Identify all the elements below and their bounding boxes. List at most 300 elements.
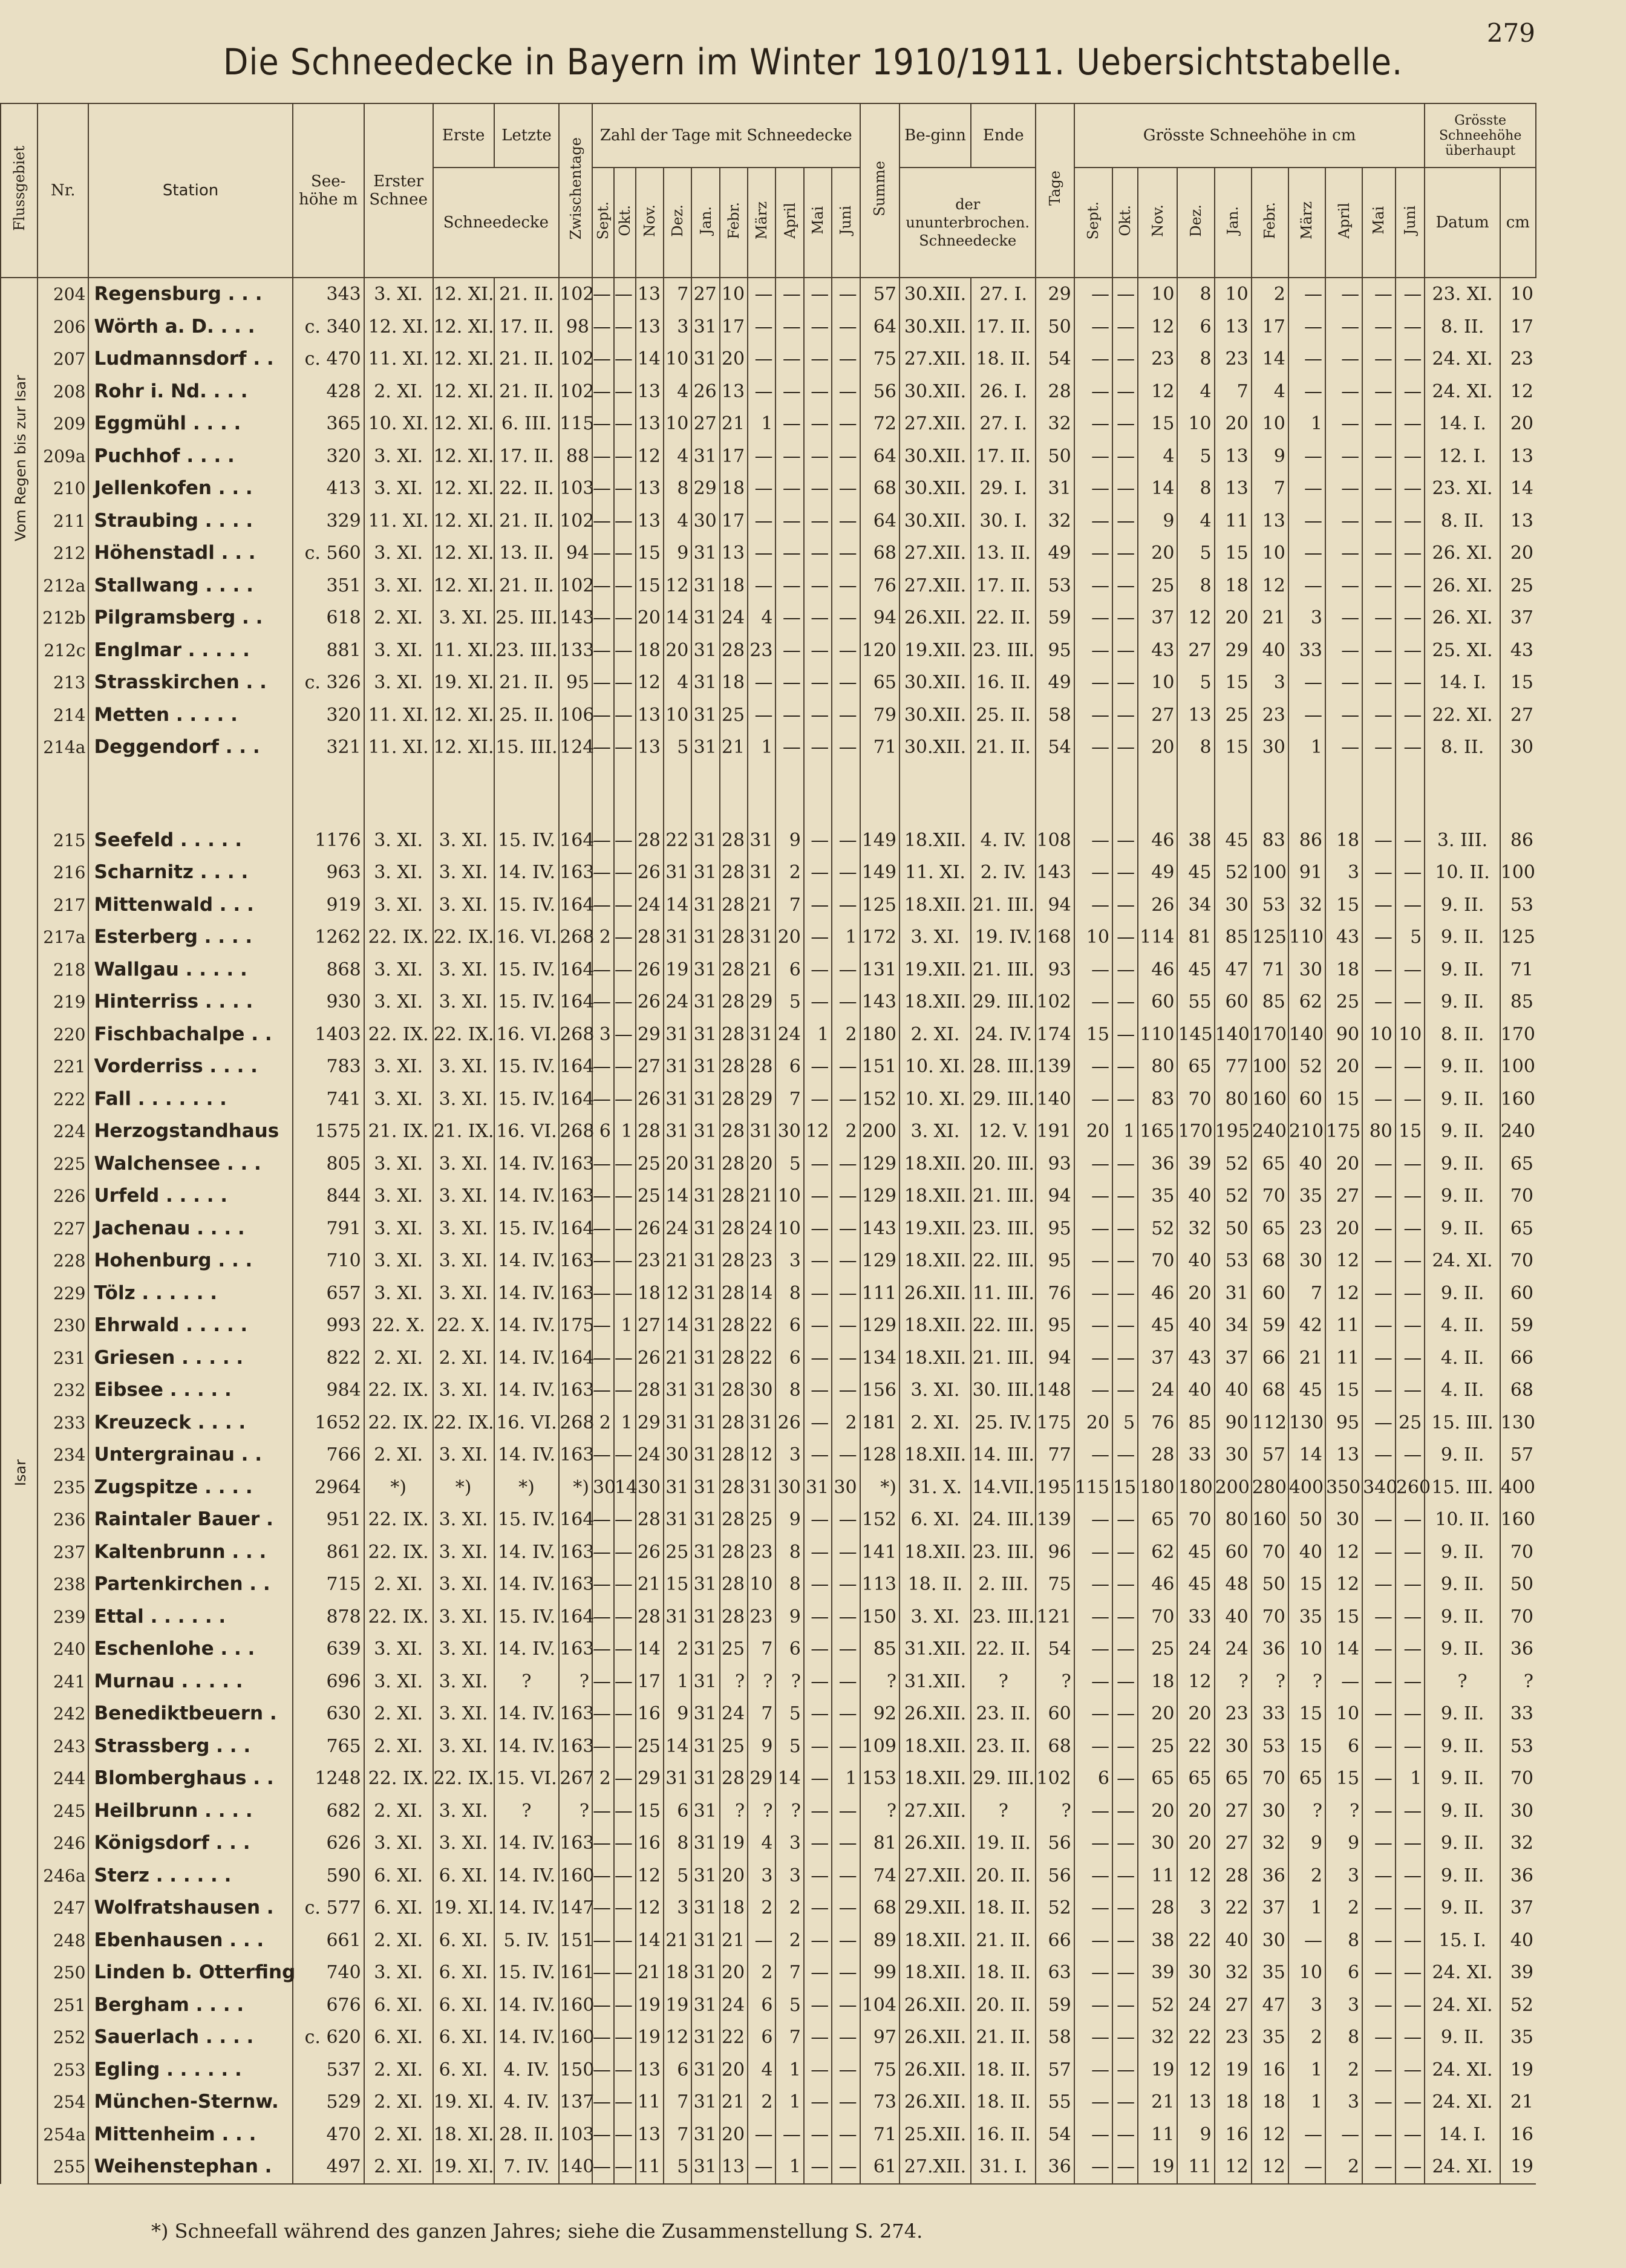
cell-height-mai: — bbox=[1362, 570, 1396, 602]
cell-height-sept: — bbox=[1074, 1892, 1112, 1924]
cell-height-dez: 12 bbox=[1177, 1666, 1214, 1698]
cell-days-maerz: — bbox=[748, 311, 775, 344]
cell-erster-schnee: 11. XI. bbox=[364, 699, 433, 732]
cell-height-jan: 90 bbox=[1215, 1407, 1252, 1439]
cell-height-mai: — bbox=[1362, 1762, 1396, 1795]
cell-days-dez: 7 bbox=[664, 2119, 691, 2151]
cell-days-sept: — bbox=[592, 1601, 614, 1634]
cell-days-jan: 31 bbox=[691, 1213, 719, 1245]
cell-days-okt: — bbox=[614, 634, 636, 667]
cell-height-febr: 30 bbox=[1252, 1924, 1288, 1957]
cell-height-juni: — bbox=[1396, 1633, 1425, 1666]
cell-height-okt: — bbox=[1112, 1568, 1138, 1601]
cell-beginn: 3. XI. bbox=[900, 921, 971, 954]
table-row bbox=[1, 1730, 1536, 1763]
cell-ende: 16. II. bbox=[971, 666, 1036, 699]
cell-beginn: 10. XI. bbox=[900, 1083, 971, 1116]
cell-height-febr: 65 bbox=[1252, 1213, 1288, 1245]
cell-letzte-schneedecke: 14. IV. bbox=[494, 1439, 560, 1471]
cell-max-cm: 59 bbox=[1500, 1309, 1536, 1342]
cell-max-cm: 53 bbox=[1500, 889, 1536, 922]
cell-days-okt: — bbox=[614, 1342, 636, 1375]
cell-letzte-schneedecke: 21. II. bbox=[494, 666, 560, 699]
cell-days-jan: 31 bbox=[691, 1245, 719, 1277]
cell-nr: 241 bbox=[38, 1666, 88, 1698]
cell-nr: 219 bbox=[38, 986, 88, 1018]
cell-days-jan: 31 bbox=[691, 1536, 719, 1569]
cell-nr: 213 bbox=[38, 666, 88, 699]
cell-height-okt: — bbox=[1112, 1245, 1138, 1277]
cell-zwischentage: 98 bbox=[559, 311, 592, 344]
cell-height-sept: — bbox=[1074, 1213, 1112, 1245]
cell-height-juni: — bbox=[1396, 1924, 1425, 1957]
cell-ende: 23. II. bbox=[971, 1698, 1036, 1730]
cell-days-febr: 18 bbox=[720, 570, 748, 602]
cell-seehoehe: 881 bbox=[293, 634, 364, 667]
cell-height-nov: 43 bbox=[1138, 634, 1177, 667]
cell-nr: 225 bbox=[38, 1148, 88, 1181]
cell-height-okt: — bbox=[1112, 1277, 1138, 1310]
cell-seehoehe: 682 bbox=[293, 1795, 364, 1828]
cell-max-cm: 57 bbox=[1500, 1439, 1536, 1471]
cell-days-sept: — bbox=[592, 1213, 614, 1245]
table-row bbox=[1, 1666, 1536, 1698]
cell-height-april: 3 bbox=[1325, 1860, 1362, 1892]
cell-ende: 20. II. bbox=[971, 1989, 1036, 2022]
cell-summe: 150 bbox=[860, 1601, 900, 1634]
cell-ende: ? bbox=[971, 1666, 1036, 1698]
cell-days-mai: — bbox=[804, 921, 832, 954]
cell-max-datum: 12. I. bbox=[1425, 440, 1500, 473]
cell-zwischentage: 150 bbox=[559, 2054, 592, 2087]
cell-erste-schneedecke: 6. XI. bbox=[433, 2054, 494, 2087]
cell-height-okt: — bbox=[1112, 537, 1138, 570]
cell-letzte-schneedecke: 15. IV. bbox=[494, 1601, 560, 1634]
cell-days-mai: — bbox=[804, 1924, 832, 1957]
separator-cell bbox=[1177, 764, 1214, 824]
cell-ende: 21. II. bbox=[971, 1924, 1036, 1957]
cell-seehoehe: 861 bbox=[293, 1536, 364, 1569]
cell-height-juni: — bbox=[1396, 408, 1425, 440]
cell-height-juni: 260 bbox=[1396, 1471, 1425, 1504]
cell-height-juni: — bbox=[1396, 1504, 1425, 1536]
cell-height-juni: — bbox=[1396, 666, 1425, 699]
cell-erste-schneedecke: 19. XI. bbox=[433, 666, 494, 699]
cell-zwischentage: 106 bbox=[559, 699, 592, 732]
cell-erste-schneedecke: 3. XI. bbox=[433, 1213, 494, 1245]
cell-tage: 94 bbox=[1036, 889, 1074, 922]
cell-days-nov: 14 bbox=[636, 1633, 664, 1666]
cell-height-nov: 46 bbox=[1138, 954, 1177, 986]
cell-days-nov: 13 bbox=[636, 2054, 664, 2087]
cell-height-april: 20 bbox=[1325, 1148, 1362, 1181]
cell-days-juni: — bbox=[832, 986, 860, 1018]
cell-beginn: 2. XI. bbox=[900, 1407, 971, 1439]
cell-height-jan: 50 bbox=[1215, 1213, 1252, 1245]
cell-seehoehe: 993 bbox=[293, 1309, 364, 1342]
cell-ende: 23. III. bbox=[971, 1536, 1036, 1569]
cell-seehoehe: 470 bbox=[293, 2119, 364, 2151]
cell-days-nov: 21 bbox=[636, 1568, 664, 1601]
separator-cell bbox=[559, 764, 592, 824]
cell-height-juni: — bbox=[1396, 472, 1425, 505]
cell-height-jan: 22 bbox=[1215, 1892, 1252, 1924]
cell-height-nov: 114 bbox=[1138, 921, 1177, 954]
cell-days-april: — bbox=[775, 376, 803, 408]
cell-nr: 252 bbox=[38, 2021, 88, 2054]
cell-beginn: 26.XII. bbox=[900, 1698, 971, 1730]
cell-days-okt: — bbox=[614, 1827, 636, 1860]
cell-height-dez: 65 bbox=[1177, 1762, 1214, 1795]
cell-days-mai: — bbox=[804, 634, 832, 667]
cell-height-mai: — bbox=[1362, 1277, 1396, 1310]
cell-height-maerz: 140 bbox=[1288, 1018, 1325, 1051]
cell-height-juni: — bbox=[1396, 731, 1425, 764]
cell-seehoehe: 537 bbox=[293, 2054, 364, 2087]
cell-days-sept: — bbox=[592, 954, 614, 986]
cell-height-jan: 15 bbox=[1215, 537, 1252, 570]
cell-seehoehe: 741 bbox=[293, 1083, 364, 1116]
cell-station: Herzogstandhaus bbox=[88, 1115, 292, 1148]
table-row bbox=[1, 1698, 1536, 1730]
cell-zwischentage: 163 bbox=[559, 1536, 592, 1569]
cell-days-nov: 25 bbox=[636, 1730, 664, 1763]
cell-letzte-schneedecke: 16. VI. bbox=[494, 1407, 560, 1439]
cell-days-okt: — bbox=[614, 1989, 636, 2022]
cell-seehoehe: 320 bbox=[293, 440, 364, 473]
cell-height-jan: 12 bbox=[1215, 2151, 1252, 2184]
cell-tage: 94 bbox=[1036, 1342, 1074, 1375]
cell-days-april: 6 bbox=[775, 1309, 803, 1342]
cell-height-nov: 28 bbox=[1138, 1892, 1177, 1924]
cm-header: cm bbox=[1500, 168, 1536, 278]
groesste-schneehoehe-header: Grösste Schneehöhe in cm bbox=[1074, 103, 1425, 168]
cell-days-maerz: 2 bbox=[748, 1892, 775, 1924]
cell-height-maerz: — bbox=[1288, 472, 1325, 505]
cell-height-maerz: 400 bbox=[1288, 1471, 1325, 1504]
cell-erste-schneedecke: 3. XI. bbox=[433, 1083, 494, 1116]
cell-zwischentage: *) bbox=[559, 1471, 592, 1504]
cell-days-maerz: — bbox=[748, 570, 775, 602]
cell-days-jan: 31 bbox=[691, 1924, 719, 1957]
cell-height-maerz: 14 bbox=[1288, 1439, 1325, 1471]
cell-days-sept: — bbox=[592, 311, 614, 344]
cell-height-sept: — bbox=[1074, 1601, 1112, 1634]
cell-beginn: 18.XII. bbox=[900, 986, 971, 1018]
cell-days-april: 8 bbox=[775, 1374, 803, 1407]
cell-height-mai: — bbox=[1362, 2086, 1396, 2119]
table-row bbox=[1, 343, 1536, 376]
cell-height-dez: 45 bbox=[1177, 1536, 1214, 1569]
cell-days-jan: 31 bbox=[691, 2151, 719, 2184]
cell-height-febr: 170 bbox=[1252, 1018, 1288, 1051]
cell-erster-schnee: 11. XI. bbox=[364, 731, 433, 764]
cell-beginn: 30.XII. bbox=[900, 278, 971, 311]
cell-days-febr: 28 bbox=[720, 1051, 748, 1083]
cell-height-mai: — bbox=[1362, 634, 1396, 667]
cell-height-maerz: 1 bbox=[1288, 1892, 1325, 1924]
cell-max-datum: 9. II. bbox=[1425, 1180, 1500, 1213]
cell-erste-schneedecke: *) bbox=[433, 1471, 494, 1504]
cell-zwischentage: 164 bbox=[559, 1051, 592, 1083]
table-row bbox=[1, 1342, 1536, 1375]
cell-station: Weihenstephan . bbox=[88, 2151, 292, 2184]
cell-max-datum: 9. II. bbox=[1425, 1730, 1500, 1763]
cell-zwischentage: 94 bbox=[559, 537, 592, 570]
cell-tage: 59 bbox=[1036, 602, 1074, 634]
cell-height-okt: — bbox=[1112, 1018, 1138, 1051]
cell-max-cm: 40 bbox=[1500, 1924, 1536, 1957]
cell-nr: 231 bbox=[38, 1342, 88, 1375]
cell-seehoehe: 1262 bbox=[293, 921, 364, 954]
cell-height-maerz: 52 bbox=[1288, 1051, 1325, 1083]
cell-days-jan: 27 bbox=[691, 278, 719, 311]
cell-erster-schnee: 3. XI. bbox=[364, 1827, 433, 1860]
cell-days-febr: 28 bbox=[720, 921, 748, 954]
cell-summe: 128 bbox=[860, 1439, 900, 1471]
cell-height-april: 13 bbox=[1325, 1439, 1362, 1471]
cell-height-mai: — bbox=[1362, 1374, 1396, 1407]
cell-days-okt: — bbox=[614, 1277, 636, 1310]
cell-height-jan: 18 bbox=[1215, 570, 1252, 602]
cell-max-cm: 70 bbox=[1500, 1762, 1536, 1795]
cell-days-sept: — bbox=[592, 2021, 614, 2054]
cell-max-datum: 9. II. bbox=[1425, 1051, 1500, 1083]
cell-height-jan: 80 bbox=[1215, 1083, 1252, 1116]
cell-height-jan: 140 bbox=[1215, 1018, 1252, 1051]
cell-ende: 29. I. bbox=[971, 472, 1036, 505]
cell-days-april: 5 bbox=[775, 1730, 803, 1763]
cell-beginn: 2. XI. bbox=[900, 1018, 971, 1051]
table-row bbox=[1, 537, 1536, 570]
cell-beginn: 18.XII. bbox=[900, 824, 971, 857]
separator-cell bbox=[636, 764, 664, 824]
cell-max-cm: 65 bbox=[1500, 1213, 1536, 1245]
cell-tage: 143 bbox=[1036, 856, 1074, 889]
cell-days-dez: 12 bbox=[664, 2021, 691, 2054]
cell-days-april: 6 bbox=[775, 954, 803, 986]
cell-height-april: — bbox=[1325, 602, 1362, 634]
cell-tage: 59 bbox=[1036, 1989, 1074, 2022]
cell-days-maerz: 31 bbox=[748, 1115, 775, 1148]
cell-height-april: 8 bbox=[1325, 1924, 1362, 1957]
cell-days-maerz: 3 bbox=[748, 1860, 775, 1892]
cell-height-dez: 45 bbox=[1177, 954, 1214, 986]
cell-max-datum: 9. II. bbox=[1425, 1439, 1500, 1471]
cell-days-nov: 13 bbox=[636, 311, 664, 344]
cell-seehoehe: 630 bbox=[293, 1698, 364, 1730]
cell-station: Sauerlach . . . . bbox=[88, 2021, 292, 2054]
month-days-okt: Okt. bbox=[614, 168, 636, 278]
cell-days-maerz: 25 bbox=[748, 1504, 775, 1536]
cell-letzte-schneedecke: 14. IV. bbox=[494, 1892, 560, 1924]
cell-height-febr: 37 bbox=[1252, 1892, 1288, 1924]
cell-height-juni: — bbox=[1396, 278, 1425, 311]
cell-days-juni: — bbox=[832, 408, 860, 440]
cell-days-april: 30 bbox=[775, 1115, 803, 1148]
cell-days-febr: 28 bbox=[720, 1277, 748, 1310]
cell-height-sept: — bbox=[1074, 408, 1112, 440]
cell-beginn: 30.XII. bbox=[900, 376, 971, 408]
cell-height-juni: — bbox=[1396, 505, 1425, 538]
cell-height-sept: — bbox=[1074, 2021, 1112, 2054]
cell-days-febr: 24 bbox=[720, 1989, 748, 2022]
cell-days-juni: — bbox=[832, 1277, 860, 1310]
cell-erste-schneedecke: 3. XI. bbox=[433, 1730, 494, 1763]
cell-days-maerz: — bbox=[748, 699, 775, 732]
cell-days-sept: — bbox=[592, 1892, 614, 1924]
table-row bbox=[1, 1633, 1536, 1666]
cell-days-mai: — bbox=[804, 1795, 832, 1828]
cell-height-mai: — bbox=[1362, 1601, 1396, 1634]
table-row bbox=[1, 602, 1536, 634]
cell-height-sept: — bbox=[1074, 1051, 1112, 1083]
cell-height-jan: 60 bbox=[1215, 1536, 1252, 1569]
cell-station: Strassberg . . . bbox=[88, 1730, 292, 1763]
ununterbrochen-header: der ununterbrochen. Schneedecke bbox=[900, 168, 1036, 278]
cell-height-okt: — bbox=[1112, 1827, 1138, 1860]
cell-days-mai: — bbox=[804, 1439, 832, 1471]
cell-height-nov: 4 bbox=[1138, 440, 1177, 473]
cell-height-maerz: — bbox=[1288, 537, 1325, 570]
cell-height-maerz: 2 bbox=[1288, 1860, 1325, 1892]
cell-height-febr: 12 bbox=[1252, 2119, 1288, 2151]
cell-nr: 206 bbox=[38, 311, 88, 344]
cell-max-datum: 9. II. bbox=[1425, 1277, 1500, 1310]
cell-height-febr: 33 bbox=[1252, 1698, 1288, 1730]
cell-days-nov: 27 bbox=[636, 1309, 664, 1342]
cell-days-okt: — bbox=[614, 1180, 636, 1213]
cell-beginn: 18.XII. bbox=[900, 1762, 971, 1795]
cell-height-nov: 46 bbox=[1138, 1568, 1177, 1601]
cell-tage: 54 bbox=[1036, 343, 1074, 376]
cell-letzte-schneedecke: 21. II. bbox=[494, 505, 560, 538]
cell-erster-schnee: 2. XI. bbox=[364, 602, 433, 634]
cell-height-maerz: — bbox=[1288, 1924, 1325, 1957]
cell-days-okt: — bbox=[614, 278, 636, 311]
cell-seehoehe: 868 bbox=[293, 954, 364, 986]
cell-days-nov: 28 bbox=[636, 1601, 664, 1634]
cell-days-april: 7 bbox=[775, 1083, 803, 1116]
cell-height-april: 3 bbox=[1325, 2086, 1362, 2119]
cell-days-maerz: 31 bbox=[748, 856, 775, 889]
cell-height-nov: 25 bbox=[1138, 1730, 1177, 1763]
cell-max-cm: 30 bbox=[1500, 731, 1536, 764]
cell-height-okt: — bbox=[1112, 408, 1138, 440]
separator-cell bbox=[664, 764, 691, 824]
cell-days-jan: 31 bbox=[691, 1601, 719, 1634]
cell-letzte-schneedecke: 4. IV. bbox=[494, 2086, 560, 2119]
cell-days-mai: — bbox=[804, 440, 832, 473]
cell-height-febr: 70 bbox=[1252, 1180, 1288, 1213]
table-row bbox=[1, 634, 1536, 667]
cell-zwischentage: 163 bbox=[559, 1730, 592, 1763]
cell-zwischentage: 115 bbox=[559, 408, 592, 440]
cell-zwischentage: 133 bbox=[559, 634, 592, 667]
cell-days-mai: — bbox=[804, 731, 832, 764]
cell-days-jan: 31 bbox=[691, 1277, 719, 1310]
cell-days-febr: 28 bbox=[720, 1115, 748, 1148]
table-row bbox=[1, 1213, 1536, 1245]
cell-station: Mittenwald . . . bbox=[88, 889, 292, 922]
cell-beginn: 30.XII. bbox=[900, 505, 971, 538]
cell-days-april: — bbox=[775, 311, 803, 344]
cell-days-juni: — bbox=[832, 1439, 860, 1471]
cell-height-april: 15 bbox=[1325, 1601, 1362, 1634]
cell-max-cm: 19 bbox=[1500, 2151, 1536, 2184]
cell-days-jan: 31 bbox=[691, 2021, 719, 2054]
cell-height-sept: — bbox=[1074, 824, 1112, 857]
cell-height-mai: — bbox=[1362, 1504, 1396, 1536]
cell-tage: 56 bbox=[1036, 1860, 1074, 1892]
cell-height-mai: — bbox=[1362, 311, 1396, 344]
cell-height-sept: — bbox=[1074, 2119, 1112, 2151]
cell-height-juni: — bbox=[1396, 537, 1425, 570]
separator-cell bbox=[971, 764, 1036, 824]
cell-erste-schneedecke: 3. XI. bbox=[433, 1536, 494, 1569]
cell-days-maerz: 23 bbox=[748, 1536, 775, 1569]
cell-height-okt: 1 bbox=[1112, 1115, 1138, 1148]
cell-days-febr: 13 bbox=[720, 537, 748, 570]
cell-days-okt: — bbox=[614, 2151, 636, 2184]
cell-summe: 149 bbox=[860, 824, 900, 857]
cell-days-okt: — bbox=[614, 1439, 636, 1471]
cell-letzte-schneedecke: 15. IV. bbox=[494, 1083, 560, 1116]
cell-days-sept: — bbox=[592, 343, 614, 376]
cell-height-dez: 22 bbox=[1177, 1924, 1214, 1957]
cell-days-febr: 28 bbox=[720, 1762, 748, 1795]
cell-letzte-schneedecke: 25. III. bbox=[494, 602, 560, 634]
cell-height-dez: 22 bbox=[1177, 1730, 1214, 1763]
cell-seehoehe: 805 bbox=[293, 1148, 364, 1181]
cell-height-nov: 70 bbox=[1138, 1601, 1177, 1634]
cell-station: Ettal . . . . . . bbox=[88, 1601, 292, 1634]
cell-erster-schnee: 6. XI. bbox=[364, 1860, 433, 1892]
cell-ende: 20. II. bbox=[971, 1860, 1036, 1892]
separator-cell bbox=[88, 764, 292, 824]
cell-days-jan: 31 bbox=[691, 1083, 719, 1116]
cell-height-mai: — bbox=[1362, 1536, 1396, 1569]
cell-height-okt: — bbox=[1112, 889, 1138, 922]
cell-days-maerz: 20 bbox=[748, 1148, 775, 1181]
cell-max-datum: 24. XI. bbox=[1425, 1245, 1500, 1277]
cell-days-jan: 31 bbox=[691, 634, 719, 667]
cell-days-mai: — bbox=[804, 1860, 832, 1892]
cell-height-april: 9 bbox=[1325, 1827, 1362, 1860]
cell-station: Sterz . . . . . . bbox=[88, 1860, 292, 1892]
cell-ende: 14.VII. bbox=[971, 1471, 1036, 1504]
cell-ende: 17. II. bbox=[971, 311, 1036, 344]
separator-cell bbox=[1325, 764, 1362, 824]
cell-height-jan: 52 bbox=[1215, 1180, 1252, 1213]
cell-max-datum: 24. XI. bbox=[1425, 2054, 1500, 2087]
cell-seehoehe: 1652 bbox=[293, 1407, 364, 1439]
cell-days-dez: 18 bbox=[664, 1957, 691, 1989]
cell-days-dez: 4 bbox=[664, 376, 691, 408]
cell-tage: 53 bbox=[1036, 570, 1074, 602]
cell-max-datum: 9. II. bbox=[1425, 921, 1500, 954]
cell-max-cm: 12 bbox=[1500, 376, 1536, 408]
beginn-header: Be-ginn bbox=[900, 103, 971, 168]
cell-erste-schneedecke: 2. XI. bbox=[433, 1342, 494, 1375]
cell-zwischentage: 163 bbox=[559, 1148, 592, 1181]
cell-days-febr: 28 bbox=[720, 1213, 748, 1245]
cell-days-febr: 28 bbox=[720, 1568, 748, 1601]
cell-height-dez: 8 bbox=[1177, 731, 1214, 764]
cell-max-datum: 8. II. bbox=[1425, 505, 1500, 538]
cell-height-febr: 68 bbox=[1252, 1374, 1288, 1407]
cell-summe: 111 bbox=[860, 1277, 900, 1310]
